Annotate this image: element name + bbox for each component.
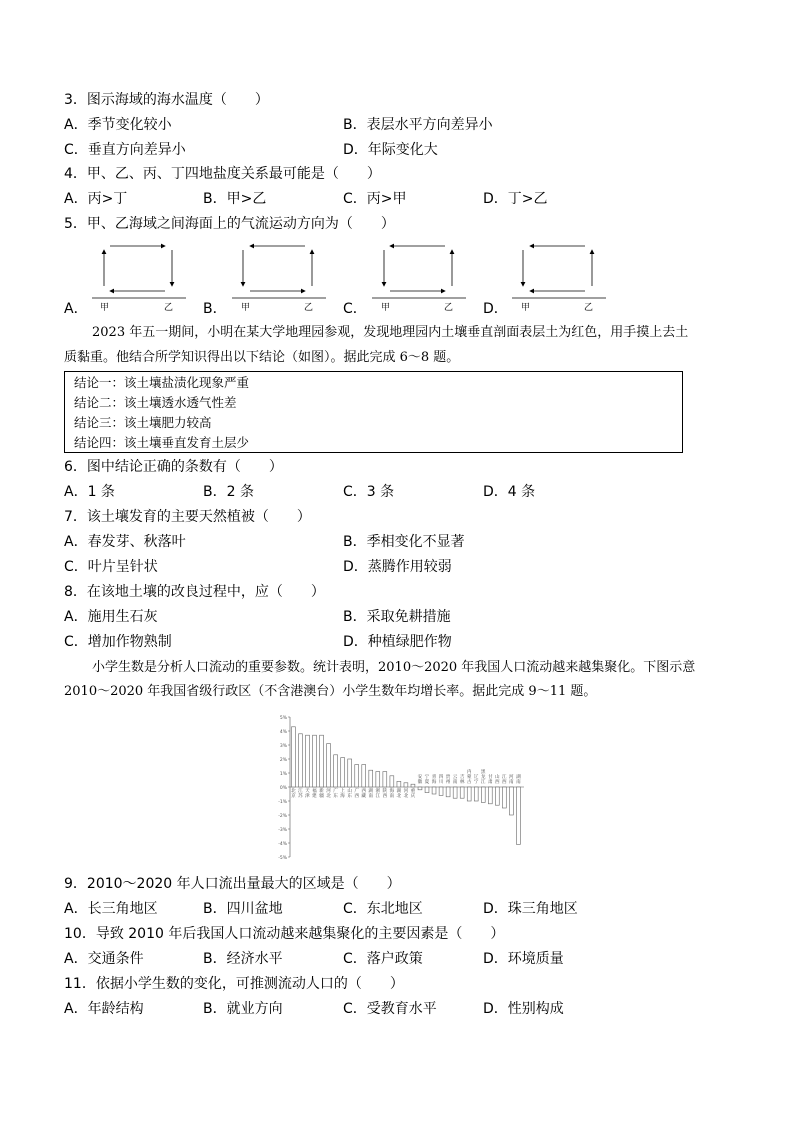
y-tick-label: 4% [279,730,287,735]
q11-option-d: D．性别构成 [483,1001,564,1017]
category-label-char: 湖 [516,775,521,780]
q4-option-d: D．丁>乙 [483,191,548,207]
category-label-char: 浙 [375,789,381,794]
category-label-char: 广 [333,789,338,794]
category-label-char: 西 [361,789,367,794]
q5-c-yi: 乙 [444,303,454,313]
q9-option-d: D．珠三角地区 [483,901,578,917]
category-label-char: 江 [298,789,303,794]
q5-diagram-c [372,246,466,298]
y-tick-label: -3% [278,828,287,833]
bar [292,727,296,787]
bar [432,787,436,794]
bar [425,787,429,793]
q5-a-jia: 甲 [100,303,110,313]
category-label-char: 上 [340,789,345,794]
category-label-char: 北 [396,794,402,799]
q5-option-a-label: A． [64,301,88,317]
bar [418,787,422,790]
category-label-char: 古 [466,780,472,785]
passage2-line1: 小学生数是分析人口流动的重要参数。统计表明，2010～2020 年我国人口流动越来越集聚化。下图示意 [92,660,696,675]
category-label-char: 西 [382,794,388,799]
category-label-char: 肃 [487,780,493,785]
bar [502,787,506,808]
category-label-char: 西 [502,780,507,785]
category-label-char: 西 [354,794,359,799]
category-label-char: 广 [354,789,359,794]
category-label-char: 蒙 [466,775,472,780]
category-label-char: 河 [326,789,331,794]
category-label-char: 贵 [445,775,451,780]
bar [341,758,345,787]
q10-option-d: D．环境质量 [483,951,564,967]
q11-option-a: A．年龄结构 [64,1001,144,1017]
category-label-char: 湖 [396,789,402,794]
q7-option-a: A．春发芽、秋落叶 [64,534,186,550]
bar [474,787,478,801]
conclusion-4: 结论四：该土壤垂直发育土层少 [74,435,250,450]
category-label-char: 辽 [473,775,479,780]
category-label-char: 南 [516,780,521,785]
bar [411,784,415,787]
bar [369,770,373,787]
bar [390,776,394,787]
category-label-char: 苏 [298,794,303,799]
q5-option-d-label: D． [483,301,508,317]
bar [453,787,457,798]
q5-diagram-d [512,246,606,298]
category-label-char: 山 [494,775,500,780]
q5-option-c-label: C． [343,301,367,317]
q8-option-d: D．种植绿肥作物 [343,634,452,650]
y-tick-label: 3% [279,744,287,749]
category-label-char: 青 [431,775,437,780]
q3-option-a: A．季节变化较小 [64,117,172,133]
conclusion-1: 结论一：该土壤盐渍化现象严重 [74,375,250,390]
category-label-char: 重 [410,789,416,794]
q7-option-d: D．蒸腾作用较弱 [343,559,452,575]
q7-option-b: B．季相变化不显著 [343,534,465,550]
category-label-char: 东 [347,794,352,799]
q5-d-yi: 乙 [584,303,594,313]
bar [446,787,450,797]
bar [404,783,408,787]
category-label-char: 河 [403,789,409,794]
category-label-char: 湖 [368,789,374,794]
q4-option-b: B．甲>乙 [203,191,267,207]
category-label-char: 安 [417,775,423,780]
category-label-char: 四 [438,775,444,780]
category-label-char: 北 [403,794,409,799]
q8-option-a: A．施用生石灰 [64,609,158,625]
q3-option-b: B．表层水平方向差异小 [343,117,493,133]
category-label-char: 夏 [424,780,430,785]
bar [481,787,485,802]
bar [376,772,380,787]
conclusions-box [64,371,683,453]
y-tick-label: -5% [278,856,287,861]
q5-d-jia: 甲 [521,303,531,313]
category-label-char: 江 [502,775,507,780]
y-tick-label: 1% [279,772,287,777]
bar [383,772,387,787]
category-label-char: 建 [312,794,317,799]
q11-option-b: B．就业方向 [203,1001,283,1017]
q9-stem: 9．2010～2020 年人口流出量最大的区域是（ ） [64,876,401,892]
category-label-char: 疆 [319,794,324,799]
bar [460,787,464,798]
q6-option-a: A．1 条 [64,484,115,500]
category-label-char: 吉 [459,775,465,780]
category-label-char: 甘 [487,775,493,780]
q9-option-a: A．长三角地区 [64,901,158,917]
bar [488,787,492,804]
q11-stem: 11．依据小学生数的变化，可推测流动人口的（ ） [64,976,404,992]
category-label-char: 徽 [417,780,423,785]
q5-b-yi: 乙 [304,303,314,313]
bar [516,787,520,844]
category-label-char: 林 [459,780,465,785]
y-tick-label: -1% [278,800,287,805]
q6-option-d: D．4 条 [483,484,536,500]
q3-option-c: C．垂直方向差异小 [64,142,186,158]
category-label-char: 京 [291,794,296,799]
q7-stem: 7．该土壤发育的主要天然植被（ ） [64,509,311,525]
bar [439,787,443,795]
bar [467,787,471,801]
q6-option-c: C．3 条 [343,484,395,500]
q5-circulation-diagrams [0,236,794,316]
q5-c-jia: 甲 [381,303,391,313]
growth-rate-chart [262,710,532,865]
q10-stem: 10．导致 2010 年后我国人口流动越来越集聚化的主要因素是（ ） [64,926,505,942]
q4-stem: 4．甲、乙、丙、丁四地盐度关系最可能是（ ） [64,166,381,182]
category-label-char: 宁 [473,780,479,785]
q10-option-c: C．落户政策 [343,951,423,967]
category-label-char: 北 [291,789,296,794]
passage1-line1: 2023 年五一期间，小明在某大学地理园参观，发现地理园内土壤垂直剖面表层土为红色，用手摸上去土 [92,325,689,340]
category-label-char: 海 [431,780,437,785]
category-label-char: 州 [445,780,451,785]
category-label-char: 津 [305,794,310,799]
q5-a-yi: 乙 [164,303,174,313]
bar [397,781,401,787]
category-label-char: 北 [326,794,331,799]
category-label-char: 山 [347,789,352,794]
category-label-char: 福 [312,789,317,794]
q7-option-c: C．叶片呈针状 [64,559,158,575]
bar [495,787,499,805]
y-tick-label: 0% [279,786,287,791]
bar [306,735,310,787]
bar [313,735,317,787]
bar [320,735,324,787]
q5-b-jia: 甲 [241,303,251,313]
q4-option-a: A．丙>丁 [64,191,128,207]
category-label-char: 南 [389,794,395,799]
q4-option-c: C．丙>甲 [343,191,407,207]
category-label-char: 内 [466,770,472,775]
q5-option-b-label: B． [203,301,227,317]
category-label-char: 西 [494,780,500,785]
category-label-char: 东 [333,794,338,799]
q10-option-a: A．交通条件 [64,951,144,967]
bar [509,787,513,815]
conclusion-2: 结论二：该土壤透水透气性差 [74,395,237,410]
category-label-char: 庆 [410,794,416,799]
category-label-char: 黑 [480,770,486,775]
bar [362,765,366,787]
q3-option-d: D．年际变化大 [343,142,438,158]
category-label-char: 宁 [424,775,430,780]
category-label-char: 江 [375,794,381,799]
category-label-char: 河 [509,775,514,780]
q9-option-c: C．东北地区 [343,901,423,917]
q8-option-c: C．增加作物熟制 [64,634,172,650]
q5-diagram-b [232,246,326,298]
category-label-char: 云 [452,775,458,780]
q9-option-b: B．四川盆地 [203,901,283,917]
category-label-char: 南 [509,780,514,785]
category-label-char: 川 [438,780,444,785]
y-tick-label: -4% [278,842,287,847]
y-tick-label: 5% [279,716,287,721]
category-label-char: 南 [368,794,374,799]
category-label-char: 龙 [480,775,486,780]
passage1-line2: 质黏重。他结合所学知识得出以下结论（如图）。据此完成 6～8 题。 [64,350,460,365]
category-label-char: 新 [319,789,324,794]
q11-option-c: C．受教育水平 [343,1001,437,1017]
bar [348,759,352,787]
bar [299,734,303,787]
category-label-char: 南 [452,780,458,785]
q8-stem: 8．在该地土壤的改良过程中，应（ ） [64,584,325,600]
category-label-char: 江 [480,780,486,785]
q5-stem: 5．甲、乙海域之间海面上的气流运动方向为（ ） [64,216,395,232]
bar [334,755,338,787]
category-label-char: 陕 [382,789,388,794]
q3-stem: 3．图示海域的海水温度（ ） [64,92,269,108]
category-label-char: 海 [389,789,395,794]
y-tick-label: -2% [278,814,287,819]
q5-diagram-a [92,246,186,298]
category-label-char: 天 [305,789,310,794]
y-tick-label: 2% [279,758,287,763]
category-label-char: 藏 [361,794,367,799]
q6-option-b: B．2 条 [203,484,254,500]
category-label-char: 海 [340,794,345,799]
q10-option-b: B．经济水平 [203,951,283,967]
bar [355,765,359,787]
bar [327,744,331,787]
passage2-line2: 2010～2020 年我国省级行政区（不含港澳台）小学生数年均增长率。据此完成 9～11 题。 [64,684,597,699]
q6-stem: 6．图中结论正确的条数有（ ） [64,459,283,475]
q8-option-b: B．采取免耕措施 [343,609,451,625]
conclusion-3: 结论三：该土壤肥力较高 [74,415,212,430]
